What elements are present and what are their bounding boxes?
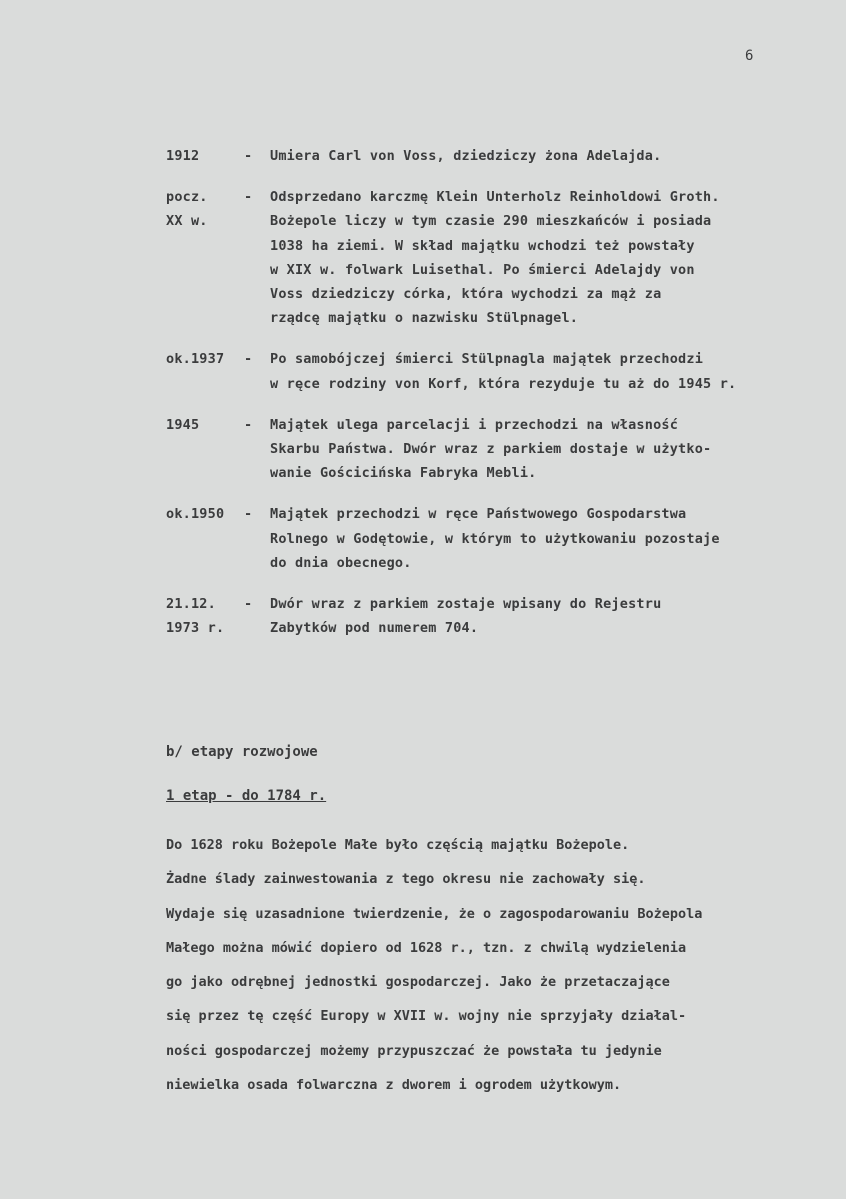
paragraph-line: Do 1628 roku Bożepole Małe było częścią majątku Bożepole. bbox=[166, 837, 630, 853]
entry-text bbox=[270, 185, 838, 330]
entry-date: ok.1950 bbox=[166, 506, 225, 523]
paragraph-line: Wydaje się uzasadnione twierdzenie, że o zagospodarowaniu Bożepola bbox=[166, 905, 703, 922]
entry-line: Dwór wraz z parkiem zostaje wpisany do Rejestru bbox=[270, 596, 662, 613]
chronology-entry bbox=[166, 185, 838, 330]
paragraph-line: ności gospodarczej możemy przypuszczać że powstała tu jedynie bbox=[166, 1042, 662, 1059]
entry-line: rządcę majątku o nazwisku Stülpnagel. bbox=[270, 310, 579, 327]
page-number: 6 bbox=[745, 48, 754, 64]
chronology-entry bbox=[166, 413, 838, 486]
entry-line: w XIX w. folwark Luisethal. Po śmierci Adelajdy von bbox=[270, 261, 695, 278]
etap-heading: 1 etap - do 1784 r. bbox=[166, 788, 327, 804]
entry-date: 1945 bbox=[166, 416, 200, 433]
entry-dash: - bbox=[244, 148, 253, 164]
chronology-entry bbox=[166, 347, 838, 395]
entry-dash: - bbox=[244, 351, 253, 368]
entry-line: w ręce rodziny von Korf, która rezyduje tu aż do 1945 r. bbox=[270, 375, 737, 392]
section-subheading: b/ etapy rozwojowe bbox=[166, 744, 318, 760]
paragraph-line: Małego można mówić dopiero od 1628 r., tzn. z chwilą wydzielenia bbox=[166, 939, 687, 956]
paragraph-line: Żadne ślady zainwestowania z tego okresu nie zachowały się. bbox=[166, 871, 646, 888]
entry-dash: - bbox=[244, 416, 253, 433]
entry-line: Majątek przechodzi w ręce Państwowego Gospodarstwa bbox=[270, 506, 687, 523]
entry-line: Umiera Carl von Voss, dziedziczy żona Adelajda. bbox=[270, 148, 662, 164]
entry-line: Skarbu Państwa. Dwór wraz z parkiem dostaje w użytko- bbox=[270, 441, 712, 458]
entry-text bbox=[270, 144, 838, 168]
chronology-entry bbox=[166, 592, 838, 640]
entry-date: pocz. XX w. bbox=[166, 189, 208, 230]
entry-line: 1038 ha ziemi. W skład majątku wchodzi też powstały bbox=[270, 237, 695, 254]
chronology-list bbox=[166, 144, 838, 640]
paragraph-line: niewielka osada folwarczna z dworem i ogrodem użytkowym. bbox=[166, 1077, 622, 1094]
paragraph-line: go jako odrębnej jednostki gospodarczej. Jako że przetaczające bbox=[166, 974, 670, 991]
entry-date: 21.12. 1973 r. bbox=[166, 596, 225, 637]
entry-line: Odsprzedano karczmę Klein Unterholz Reinholdowi Groth. bbox=[270, 189, 720, 206]
entry-line: do dnia obecnego. bbox=[270, 554, 412, 571]
entry-text bbox=[270, 347, 838, 395]
entry-date: 1912 bbox=[166, 148, 200, 164]
entry-line: Zabytków pod numerem 704. bbox=[270, 620, 479, 637]
paragraph-line: się przez tę część Europy w XVII w. wojny nie sprzyjały działal- bbox=[166, 1008, 687, 1025]
entry-text bbox=[270, 413, 838, 486]
entry-line: Po samobójczej śmierci Stülpnagla majątek przechodzi bbox=[270, 351, 704, 368]
entry-dash: - bbox=[244, 506, 253, 523]
entry-dash: - bbox=[244, 189, 253, 206]
entry-line: Rolnego w Godętowie, w którym to użytkowaniu pozostaje bbox=[270, 530, 720, 547]
chronology-entry bbox=[166, 144, 838, 168]
chronology-entry bbox=[166, 502, 838, 575]
entry-line: Voss dziedziczy córka, która wychodzi za mąż za bbox=[270, 286, 662, 303]
entry-text bbox=[270, 592, 838, 640]
entry-line: Majątek ulega parcelacji i przechodzi na własność bbox=[270, 416, 679, 433]
entry-date: ok.1937 bbox=[166, 351, 225, 368]
entry-text bbox=[270, 502, 838, 575]
body-paragraph bbox=[166, 828, 842, 1102]
entry-dash: - bbox=[244, 596, 253, 613]
entry-line: Bożepole liczy w tym czasie 290 mieszkańców i posiada bbox=[270, 213, 712, 230]
entry-line: wanie Gościcińska Fabryka Mebli. bbox=[270, 465, 537, 482]
